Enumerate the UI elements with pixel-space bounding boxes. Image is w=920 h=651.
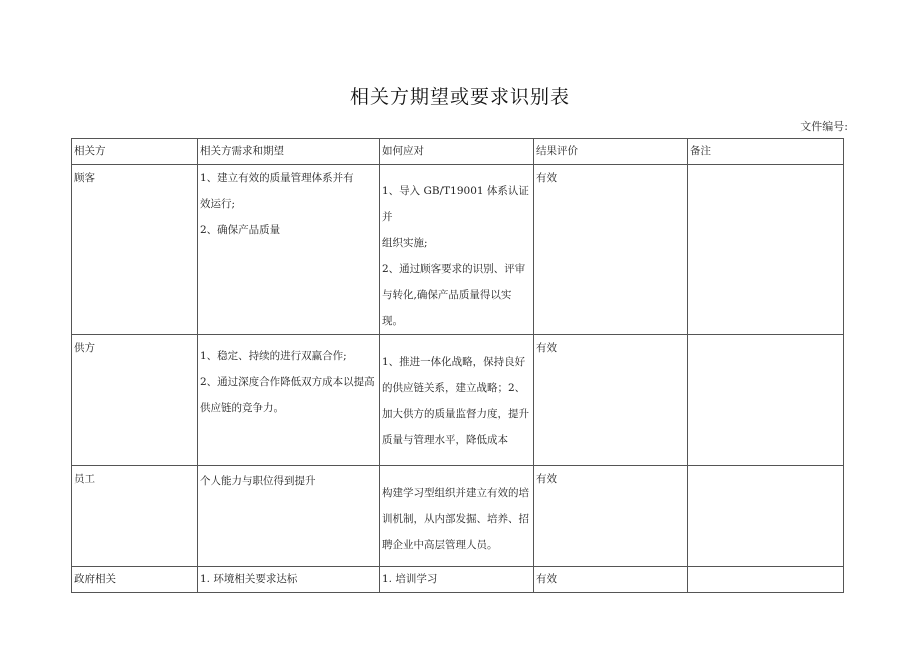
result-cell: 有效 [534,567,688,593]
response-line: 2、通过顾客要求的识别、评审 [382,263,526,275]
header-remark: 备注 [688,139,844,165]
header-result: 结果评价 [534,139,688,165]
document-title: 相关方期望或要求识别表 [349,86,570,108]
response-cell [380,165,534,335]
result-cell: 有效 [534,466,688,567]
response-line: 构建学习型组织并建立有效的培 [382,487,529,499]
needs-line: 供应链的竞争力。 [200,402,284,414]
needs-line: 1、稳定、持续的进行双赢合作; [200,350,347,362]
needs-line: 2、确保产品质量 [200,224,281,236]
needs-cell [198,466,380,567]
response-line: 组织实施; [382,237,428,249]
response-line: 的供应链关系，建立战略；2、 [382,382,526,394]
remark-cell [688,466,844,567]
doc-number-label: 文件编号: [800,120,848,133]
party-cell: 政府相关 [72,567,198,593]
header-response: 如何应对 [380,139,534,165]
remark-cell [688,567,844,593]
response-line: 质量与管理水平，降低成本 [382,434,508,446]
needs-line: 个人能力与职位得到提升 [200,475,316,487]
response-line: 训机制，从内部发掘、培养、招 [382,513,529,525]
needs-line: 1. 环境相关要求达标 [200,573,298,585]
needs-cell [198,567,380,593]
header-needs: 相关方需求和期望 [198,139,380,165]
response-cell [380,335,534,466]
party-cell: 员工 [72,466,198,567]
needs-line: 1、建立有效的质量管理体系并有 [200,172,354,184]
response-line: 与转化,确保产品质量得以实现。 [382,289,512,327]
table-row [72,335,844,466]
needs-cell [198,165,380,335]
response-line: 聘企业中高层管理人员。 [382,539,498,551]
remark-cell [688,335,844,466]
needs-line: 效运行; [200,198,236,210]
table-row [72,466,844,567]
header-party: 相关方 [72,139,198,165]
response-line: 1、推进一体化战略，保持良好 [382,356,526,368]
response-line: 1、导入 GB/T19001 体系认证并 [382,185,529,223]
needs-line: 2、通过深度合作降低双方成本以提高 [200,376,375,388]
result-cell: 有效 [534,165,688,335]
table-row [72,165,844,335]
remark-cell [688,165,844,335]
needs-cell [198,335,380,466]
response-line: 1. 培训学习 [382,573,438,585]
party-cell: 供方 [72,335,198,466]
response-line: 加大供方的质量监督力度，提升 [382,408,529,420]
party-cell: 顾客 [72,165,198,335]
stakeholder-table [71,138,844,593]
result-cell: 有效 [534,335,688,466]
response-cell [380,466,534,567]
table-header-row [72,139,844,165]
response-cell [380,567,534,593]
table-row [72,567,844,593]
